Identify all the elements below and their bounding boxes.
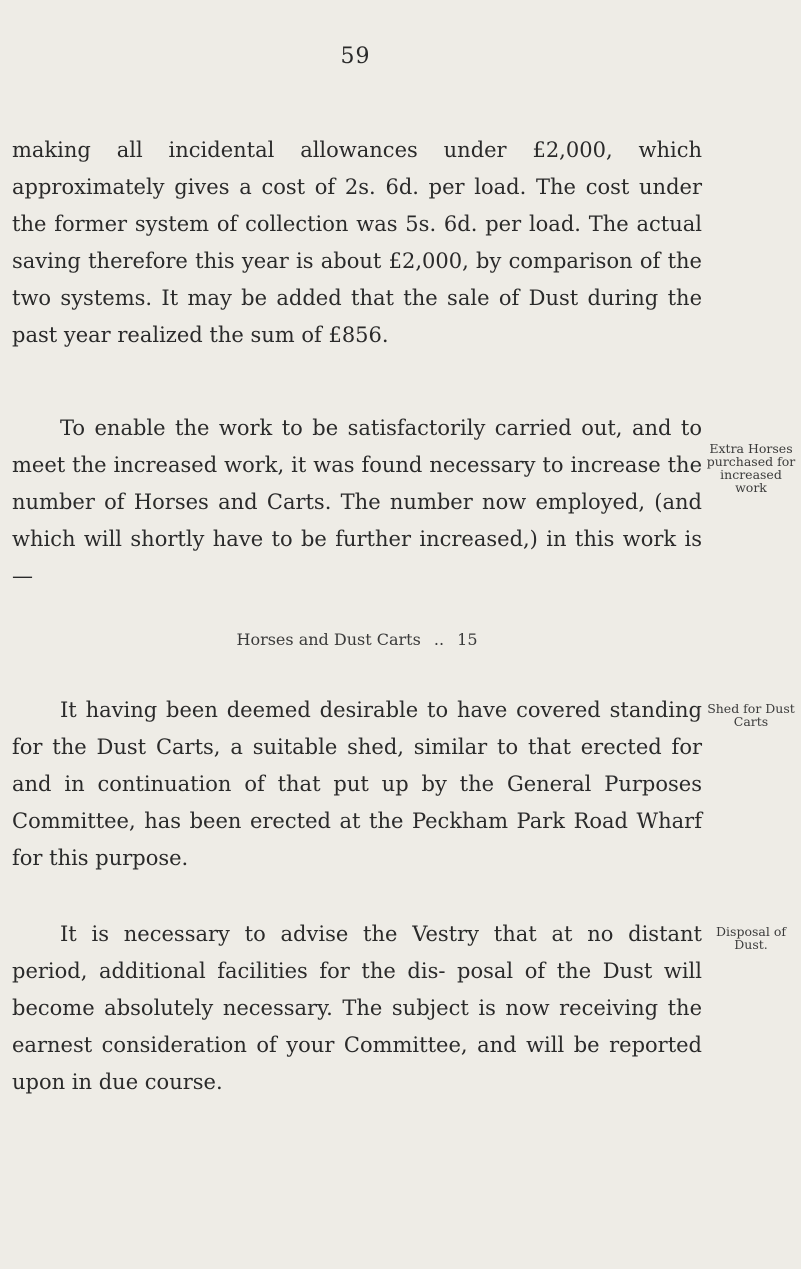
paragraph-text: It is necessary to advise the Vestry that at no distant period, additional facilities for the dis- posal of the Dust will become absolutely necessary. The subject is now receiving the earnest consideration of your Committee, and will be reported upon in due course. <box>12 922 702 1094</box>
paragraph-disposal <box>12 916 702 1101</box>
paragraph-text: making all incidental allowances under £2,000, which approximately gives a cost of 2s. 6d. per load. The cost under the former system of collection was 5s. 6d. per load. The actual saving therefore this year is about £2,000, by comparison of the two systems. It may be added that the sale of Dust during the past year realized the sum of £856. <box>12 138 702 347</box>
margin-note-extra-horses: Extra Horses purchased for increased work <box>706 441 796 495</box>
listing-label: Horses and Dust Carts <box>236 630 421 649</box>
page-number: 59 <box>340 44 371 69</box>
paragraph-text: It having been deemed desirable to have covered standing for the Dust Carts, a suitable shed, similar to that erected for and in continuation of that put up by the General Purposes Committee, has been erected at the Peckham Park Road Wharf for this purpose. <box>12 698 702 870</box>
paragraph-shed <box>12 692 702 877</box>
margin-note-shed: Shed for Dust Carts <box>707 701 795 729</box>
margin-note-disposal: Disposal of Dust. <box>716 924 786 952</box>
paragraph-dust-cost <box>12 132 702 354</box>
listing-dots: .. <box>433 630 445 649</box>
listing-value: 15 <box>457 630 478 649</box>
horses-carts-count <box>12 630 702 649</box>
paragraph-horses-carts <box>12 410 702 595</box>
paragraph-text: To enable the work to be satisfactorily carried out, and to meet the increased work, it was found necessary to increase the number of Horses and Carts. The number now employed, (and which will shortly have to be further increased,) in this work is— <box>12 416 702 588</box>
